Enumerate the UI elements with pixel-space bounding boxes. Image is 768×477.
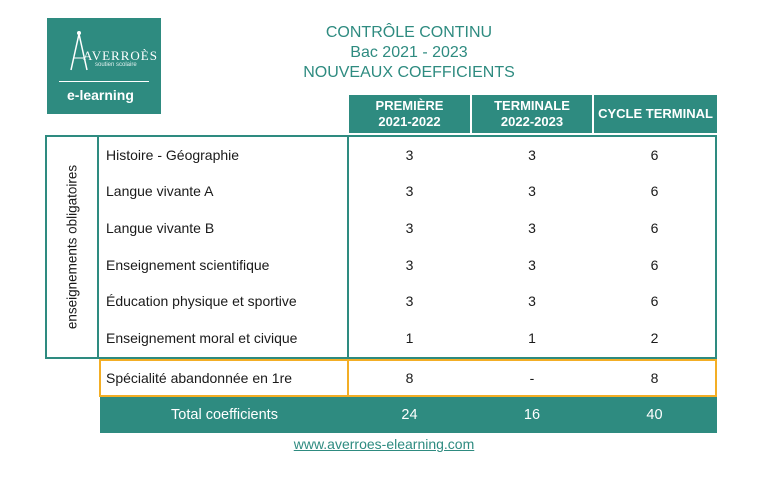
special-row-cycle: 8 bbox=[650, 370, 659, 386]
row-terminale: 1 bbox=[528, 330, 536, 346]
row-premiere: 3 bbox=[405, 293, 414, 309]
logo-divider bbox=[59, 81, 149, 82]
column-header-terminale bbox=[472, 95, 592, 133]
row-terminale: 3 bbox=[528, 183, 536, 199]
total-terminale: 16 bbox=[523, 407, 541, 423]
row-terminale: 3 bbox=[528, 257, 536, 273]
brand-logo bbox=[47, 18, 161, 114]
special-row bbox=[0, 360, 768, 397]
row-cycle: 6 bbox=[650, 293, 659, 309]
row-cycle: 6 bbox=[650, 183, 659, 199]
row-subject: Langue vivante B bbox=[106, 220, 215, 236]
table-row bbox=[0, 210, 768, 247]
page-title bbox=[270, 23, 548, 83]
table-row bbox=[0, 320, 768, 357]
table-row bbox=[0, 283, 768, 320]
row-terminale: 3 bbox=[528, 147, 536, 163]
total-label: Total coefficients bbox=[171, 407, 278, 423]
row-cycle: 6 bbox=[650, 220, 659, 236]
row-subject: Langue vivante A bbox=[106, 183, 214, 199]
row-premiere: 3 bbox=[405, 147, 414, 163]
row-subject: Histoire - Géographie bbox=[106, 147, 240, 163]
logo-product: e-learning bbox=[67, 87, 134, 103]
row-premiere: 1 bbox=[405, 330, 414, 346]
row-terminale: 3 bbox=[528, 293, 536, 309]
column-header-premiere-label: PREMIÈRE bbox=[375, 98, 444, 113]
row-terminale: 3 bbox=[528, 220, 536, 236]
table-row bbox=[0, 247, 768, 284]
website-link[interactable]: www.averroes-elearning.com bbox=[293, 436, 475, 452]
row-subject: Éducation physique et sportive bbox=[106, 293, 297, 309]
group-label: enseignements obligatoires bbox=[64, 164, 80, 330]
row-premiere: 3 bbox=[405, 220, 414, 236]
special-row-premiere: 8 bbox=[405, 370, 414, 386]
title-line-2: Bac 2021 - 2023 bbox=[350, 44, 468, 61]
table-row bbox=[0, 173, 768, 210]
title-line-3: NOUVEAUX COEFFICIENTS bbox=[303, 64, 515, 81]
column-header-terminale-years: 2022-2023 bbox=[500, 114, 564, 129]
total-cycle: 40 bbox=[646, 407, 663, 423]
column-header-premiere-years: 2021-2022 bbox=[378, 114, 441, 129]
table-row bbox=[0, 137, 768, 174]
total-premiere: 24 bbox=[401, 407, 418, 423]
logo-tagline: soutien scolaire bbox=[95, 62, 137, 68]
row-subject: Enseignement scientifique bbox=[106, 257, 270, 273]
special-row-terminale: - bbox=[529, 370, 535, 386]
special-row-subject: Spécialité abandonnée en 1re bbox=[106, 370, 293, 386]
row-subject: Enseignement moral et civique bbox=[106, 330, 298, 346]
column-header-cycle bbox=[594, 95, 717, 133]
row-cycle: 6 bbox=[650, 257, 659, 273]
column-header-premiere bbox=[349, 95, 470, 133]
row-cycle: 2 bbox=[650, 330, 659, 346]
row-cycle: 6 bbox=[650, 147, 659, 163]
column-header-cycle-label: CYCLE TERMINAL bbox=[598, 106, 713, 121]
title-line-1: CONTRÔLE CONTINU bbox=[325, 24, 493, 41]
row-premiere: 3 bbox=[405, 183, 414, 199]
logo-name: AVERROÈS bbox=[83, 48, 158, 63]
column-header-terminale-label: TERMINALE bbox=[494, 98, 570, 113]
row-premiere: 3 bbox=[405, 257, 414, 273]
